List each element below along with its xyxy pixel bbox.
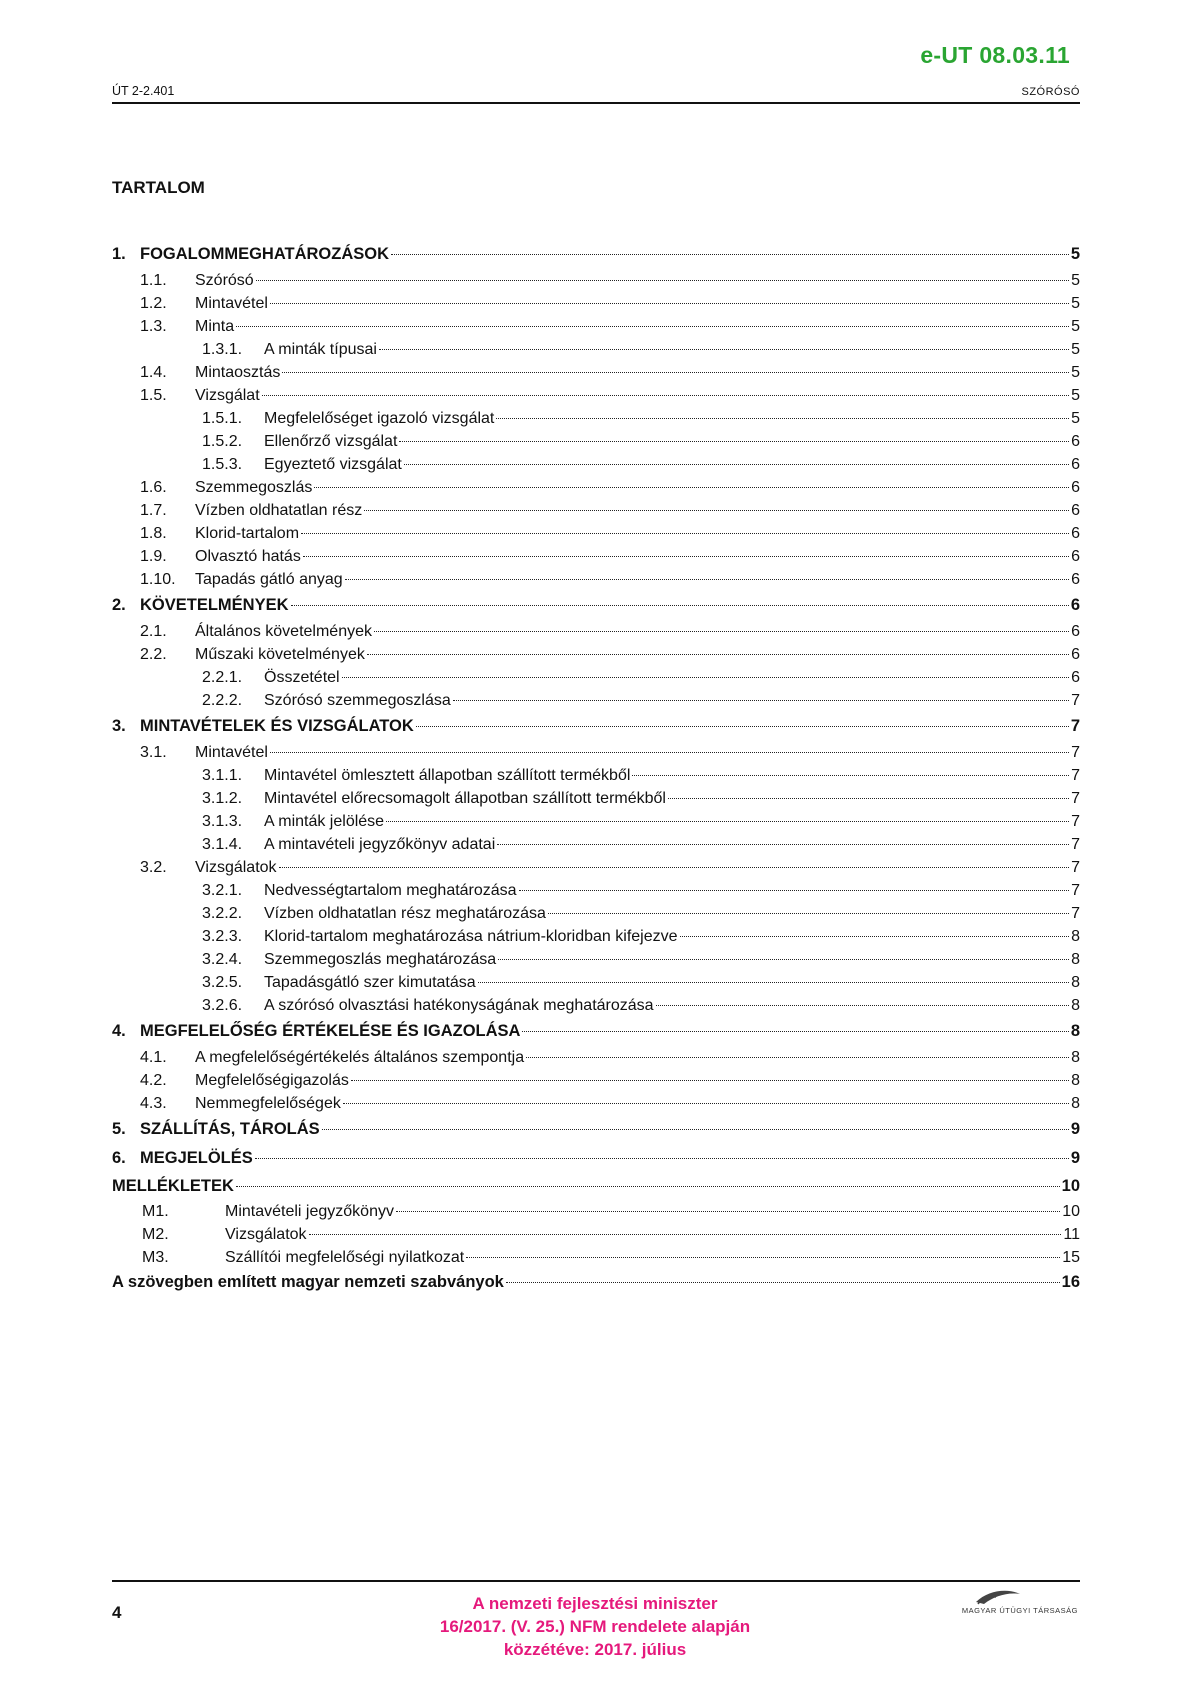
dot-leader xyxy=(453,700,1069,701)
toc-entry[interactable] xyxy=(112,568,1080,591)
toc-entry-number: 3.1.4. xyxy=(202,836,243,853)
page-number: 4 xyxy=(112,1603,122,1622)
dot-leader xyxy=(396,1211,1060,1212)
dot-leader xyxy=(548,913,1069,914)
toc-entry-title: Klorid-tartalom xyxy=(195,525,300,542)
toc-entry[interactable] xyxy=(112,384,1080,407)
toc-entry-number: 3.1.3. xyxy=(202,813,243,830)
dot-leader xyxy=(526,1057,1069,1058)
toc-entry[interactable] xyxy=(112,1069,1080,1092)
dot-leader xyxy=(367,654,1069,655)
standard-number: ÚT 2-2.401 xyxy=(112,84,175,98)
toc-entry[interactable] xyxy=(112,712,1080,741)
toc-entry-page: 7 xyxy=(1071,790,1080,807)
toc-entry-title: Szállítói megfelelőségi nyilatkozat xyxy=(225,1249,465,1266)
dot-leader xyxy=(632,775,1069,776)
toc-entry[interactable] xyxy=(112,1269,1080,1296)
toc-entry[interactable] xyxy=(112,361,1080,384)
dot-leader xyxy=(404,464,1069,465)
toc-entry-page: 5 xyxy=(1071,272,1080,289)
toc-entry[interactable] xyxy=(112,453,1080,476)
dot-leader xyxy=(496,418,1069,419)
toc-entry-page: 6 xyxy=(1071,502,1080,519)
toc-entry[interactable] xyxy=(112,1046,1080,1069)
toc-entry-number: 1.10. xyxy=(140,571,176,588)
dot-leader xyxy=(379,349,1069,350)
toc-entry[interactable] xyxy=(112,269,1080,292)
toc-entry-number: 3. xyxy=(112,717,126,735)
dot-leader xyxy=(386,821,1069,822)
toc-entry-page: 8 xyxy=(1071,1072,1080,1089)
toc-entry-title: A minták jelölése xyxy=(264,813,385,830)
toc-entry-number: 2.1. xyxy=(140,623,167,640)
toc-entry-number: M1. xyxy=(142,1203,169,1220)
dot-leader xyxy=(399,441,1069,442)
toc-entry-number: 1.6. xyxy=(140,479,167,496)
toc-entry-title: Mintavétel xyxy=(195,744,268,761)
toc-entry-title: Nemmegfelelőségek xyxy=(195,1095,341,1112)
toc-entry[interactable] xyxy=(112,689,1080,712)
toc-entry[interactable] xyxy=(112,948,1080,971)
footer-rule xyxy=(112,1580,1080,1582)
dot-leader xyxy=(309,1234,1062,1235)
toc-entry-title: MELLÉKLETEK xyxy=(112,1177,234,1195)
toc-entry-title: A megfelelőségértékelés általános szempontja xyxy=(195,1049,525,1066)
toc-entry-page: 6 xyxy=(1071,669,1080,686)
toc-entry-title: MINTAVÉTELEK ÉS VIZSGÁLATOK xyxy=(140,717,414,735)
toc-entry-title: Szórósó szemmegoszlása xyxy=(264,692,451,709)
toc-entry-number: 1.5.1. xyxy=(202,410,243,427)
toc-entry-title: Olvasztó hatás xyxy=(195,548,301,565)
toc-entry-page: 5 xyxy=(1071,387,1080,404)
toc-entry-title: Vízben oldhatatlan rész meghatározása xyxy=(264,905,546,922)
toc-entry[interactable] xyxy=(112,741,1080,764)
toc-entry-title: Megfelelőséget igazoló vizsgálat xyxy=(264,410,495,427)
toc-entry[interactable] xyxy=(112,1246,1080,1269)
document-subject: SZÓRÓSÓ xyxy=(1021,86,1080,98)
toc-entry-title: Mintaosztás xyxy=(195,364,281,381)
toc-entry-page: 6 xyxy=(1071,646,1080,663)
toc-entry-page: 6 xyxy=(1071,623,1080,640)
toc-entry-page: 5 xyxy=(1071,364,1080,381)
dot-leader xyxy=(498,959,1069,960)
toc-entry-number: 1.7. xyxy=(140,502,167,519)
toc-entry-page: 6 xyxy=(1071,571,1080,588)
toc-entry[interactable] xyxy=(112,1092,1080,1115)
toc-entry[interactable] xyxy=(112,1115,1080,1144)
dot-leader xyxy=(343,1103,1069,1104)
toc-entry-number: 3.2.1. xyxy=(202,882,243,899)
toc-entry-page: 8 xyxy=(1071,974,1080,991)
toc-entry[interactable] xyxy=(112,591,1080,620)
toc-entry-page: 7 xyxy=(1071,836,1080,853)
toc-entry-number: 1.3. xyxy=(140,318,167,335)
toc-entry[interactable] xyxy=(112,879,1080,902)
toc-entry-title: A mintavételi jegyzőkönyv adatai xyxy=(264,836,496,853)
toc-entry-title: Egyeztető vizsgálat xyxy=(264,456,402,473)
toc-entry-number: 3.1. xyxy=(140,744,167,761)
dot-leader xyxy=(668,798,1069,799)
toc-entry-title: A szórósó olvasztási hatékonyságának meghatározása xyxy=(264,997,654,1014)
toc-entry[interactable] xyxy=(112,1200,1080,1223)
dot-leader xyxy=(466,1257,1060,1258)
toc-entry-title: KÖVETELMÉNYEK xyxy=(140,596,289,614)
toc-entry-page: 5 xyxy=(1071,341,1080,358)
toc-entry-title: Nedvességtartalom meghatározása xyxy=(264,882,517,899)
toc-entry[interactable] xyxy=(112,476,1080,499)
toc-entry-title: SZÁLLÍTÁS, TÁROLÁS xyxy=(140,1120,320,1138)
dot-leader xyxy=(322,1129,1069,1130)
toc-entry-title: Minta xyxy=(195,318,235,335)
toc-entry-page: 8 xyxy=(1071,1095,1080,1112)
toc-entry[interactable] xyxy=(112,1173,1080,1200)
toc-entry-number: 5. xyxy=(112,1120,126,1138)
table-of-contents xyxy=(112,240,1080,1296)
toc-entry-title: FOGALOMMEGHATÁROZÁSOK xyxy=(140,245,390,263)
toc-entry-title: MEGFELELŐSÉG ÉRTÉKELÉSE ÉS IGAZOLÁSA xyxy=(140,1022,521,1040)
toc-entry-number: 2.2.2. xyxy=(202,692,243,709)
page-header xyxy=(112,84,1080,104)
toc-entry-number: 1. xyxy=(112,245,126,263)
dot-leader xyxy=(314,487,1069,488)
toc-entry-number: 2. xyxy=(112,596,126,614)
toc-entry[interactable] xyxy=(112,925,1080,948)
dot-leader xyxy=(416,726,1069,727)
toc-entry-number: 1.5.2. xyxy=(202,433,243,450)
toc-entry-number: M2. xyxy=(142,1226,169,1243)
toc-entry-page: 7 xyxy=(1071,692,1080,709)
toc-entry[interactable] xyxy=(112,994,1080,1017)
toc-entry[interactable] xyxy=(112,338,1080,361)
dot-leader xyxy=(291,605,1069,606)
toc-entry-page: 5 xyxy=(1071,410,1080,427)
toc-entry-title: Mintavétel xyxy=(195,295,268,312)
toc-entry[interactable] xyxy=(112,856,1080,879)
toc-entry[interactable] xyxy=(112,240,1080,269)
toc-entry[interactable] xyxy=(112,1017,1080,1046)
dot-leader xyxy=(256,280,1069,281)
toc-entry[interactable] xyxy=(112,764,1080,787)
publication-line: 16/2017. (V. 25.) NFM rendelete alapján xyxy=(439,1617,751,1636)
toc-entry-page: 5 xyxy=(1070,245,1080,263)
toc-entry-page: 8 xyxy=(1071,997,1080,1014)
toc-entry-page: 6 xyxy=(1071,456,1080,473)
toc-entry-title: Vizsgálatok xyxy=(225,1226,307,1243)
toc-entry-title: Tapadásgátló szer kimutatása xyxy=(264,974,476,991)
publication-line: A nemzeti fejlesztési miniszter xyxy=(472,1594,718,1613)
toc-entry-page: 5 xyxy=(1071,295,1080,312)
toc-entry[interactable] xyxy=(112,545,1080,568)
toc-entry-title: Vizsgálat xyxy=(195,387,260,404)
toc-entry[interactable] xyxy=(112,1223,1080,1246)
toc-entry-title: Megfelelőségigazolás xyxy=(195,1072,349,1089)
toc-entry-number: 1.1. xyxy=(140,272,167,289)
toc-entry-number: 2.2.1. xyxy=(202,669,243,686)
toc-entry-number: 2.2. xyxy=(140,646,167,663)
toc-entry-title: Mintavétel előrecsomagolt állapotban szállított termékből xyxy=(264,790,666,807)
toc-entry-page: 9 xyxy=(1070,1149,1080,1167)
toc-entry-number: 1.5. xyxy=(140,387,167,404)
dot-leader xyxy=(282,372,1069,373)
toc-entry-title: Ellenőrző vizsgálat xyxy=(264,433,398,450)
toc-entry-page: 10 xyxy=(1061,1177,1080,1195)
dot-leader xyxy=(301,533,1069,534)
toc-entry[interactable] xyxy=(112,407,1080,430)
toc-entry[interactable] xyxy=(112,315,1080,338)
toc-entry-number: 4.2. xyxy=(140,1072,167,1089)
toc-entry[interactable] xyxy=(112,292,1080,315)
toc-entry[interactable] xyxy=(112,833,1080,856)
dot-leader xyxy=(255,1158,1069,1159)
dot-leader xyxy=(342,677,1070,678)
toc-entry-page: 11 xyxy=(1063,1226,1080,1243)
toc-entry-title: Vizsgálatok xyxy=(195,859,277,876)
toc-entry-page: 6 xyxy=(1070,596,1080,614)
toc-entry[interactable] xyxy=(112,522,1080,545)
toc-entry-title: Szórósó xyxy=(195,272,254,289)
toc-entry[interactable] xyxy=(112,787,1080,810)
dot-leader xyxy=(279,867,1070,868)
toc-entry-page: 6 xyxy=(1071,525,1080,542)
toc-entry[interactable] xyxy=(112,810,1080,833)
toc-entry-page: 7 xyxy=(1070,717,1080,735)
toc-entry-page: 10 xyxy=(1062,1203,1080,1220)
toc-entry-title: A szövegben említett magyar nemzeti szabványok xyxy=(112,1273,504,1291)
toc-entry[interactable] xyxy=(112,620,1080,643)
dot-leader xyxy=(270,752,1069,753)
toc-entry-number: M3. xyxy=(142,1249,169,1266)
toc-entry-number: 3.2.5. xyxy=(202,974,243,991)
toc-entry[interactable] xyxy=(112,902,1080,925)
toc-entry-title: Mintavétel ömlesztett állapotban szállított termékből xyxy=(264,767,631,784)
toc-entry[interactable] xyxy=(112,666,1080,689)
publication-line: közzétéve: 2017. július xyxy=(503,1640,687,1659)
dot-leader xyxy=(236,326,1069,327)
toc-entry-number: 4. xyxy=(112,1022,126,1040)
toc-entry-number: 1.4. xyxy=(140,364,167,381)
toc-entry[interactable] xyxy=(112,971,1080,994)
toc-entry-page: 5 xyxy=(1071,318,1080,335)
dot-leader xyxy=(303,556,1069,557)
dot-leader xyxy=(478,982,1069,983)
toc-entry-title: Műszaki követelmények xyxy=(195,646,365,663)
toc-entry-title: Mintavételi jegyzőkönyv xyxy=(225,1203,394,1220)
dot-leader xyxy=(391,254,1069,255)
toc-entry-number: 6. xyxy=(112,1149,126,1167)
toc-entry-title: A minták típusai xyxy=(264,341,377,358)
toc-entry-number: 3.2.6. xyxy=(202,997,243,1014)
toc-entry-page: 6 xyxy=(1071,479,1080,496)
toc-entry-title: Klorid-tartalom meghatározása nátrium-kloridban kifejezve xyxy=(264,928,678,945)
toc-entry-page: 7 xyxy=(1071,882,1080,899)
dot-leader xyxy=(345,579,1069,580)
toc-heading: TARTALOM xyxy=(112,178,205,197)
dot-leader xyxy=(374,631,1069,632)
toc-entry-page: 8 xyxy=(1071,928,1080,945)
publisher-name: MAGYAR ÚTÜGYI TÁRSASÁG xyxy=(961,1606,1078,1615)
toc-entry-number: 3.1.1. xyxy=(202,767,243,784)
dot-leader xyxy=(506,1282,1060,1283)
toc-entry-number: 1.9. xyxy=(140,548,167,565)
toc-entry-title: Szemmegoszlás xyxy=(195,479,313,496)
toc-entry-title: Vízben oldhatatlan rész xyxy=(195,502,363,519)
toc-entry-number: 1.2. xyxy=(140,295,167,312)
toc-entry-page: 15 xyxy=(1062,1249,1080,1266)
dot-leader xyxy=(351,1080,1069,1081)
toc-entry-number: 3.2.3. xyxy=(202,928,243,945)
toc-entry-page: 6 xyxy=(1071,433,1080,450)
dot-leader xyxy=(262,395,1069,396)
toc-entry-page: 6 xyxy=(1071,548,1080,565)
toc-entry[interactable] xyxy=(112,643,1080,666)
toc-entry-page: 8 xyxy=(1071,951,1080,968)
toc-entry-title: Tapadás gátló anyag xyxy=(195,571,343,588)
dot-leader xyxy=(236,1186,1060,1187)
toc-entry-number: 3.1.2. xyxy=(202,790,243,807)
toc-entry-page: 8 xyxy=(1070,1022,1080,1040)
toc-entry-title: Szemmegoszlás meghatározása xyxy=(264,951,497,968)
toc-entry-number: 1.8. xyxy=(140,525,167,542)
toc-entry-title: Összetétel xyxy=(264,669,340,686)
dot-leader xyxy=(656,1005,1070,1006)
toc-entry-page: 7 xyxy=(1071,905,1080,922)
dot-leader xyxy=(522,1031,1068,1032)
toc-entry-title: MEGJELÖLÉS xyxy=(140,1149,253,1167)
toc-entry-page: 16 xyxy=(1061,1273,1080,1291)
dot-leader xyxy=(497,844,1069,845)
dot-leader xyxy=(364,510,1069,511)
toc-entry[interactable] xyxy=(112,430,1080,453)
toc-entry-number: 3.2.2. xyxy=(202,905,243,922)
toc-entry-number: 1.5.3. xyxy=(202,456,243,473)
toc-entry-title: Általános követelmények xyxy=(195,623,372,640)
toc-entry-page: 9 xyxy=(1070,1120,1080,1138)
dot-leader xyxy=(680,936,1070,937)
toc-entry-page: 7 xyxy=(1071,813,1080,830)
toc-entry-number: 4.3. xyxy=(140,1095,167,1112)
toc-entry[interactable] xyxy=(112,1144,1080,1173)
toc-entry-number: 3.2.4. xyxy=(202,951,243,968)
toc-entry-number: 1.3.1. xyxy=(202,341,243,358)
toc-entry-page: 8 xyxy=(1071,1049,1080,1066)
dot-leader xyxy=(270,303,1069,304)
dot-leader xyxy=(519,890,1070,891)
toc-entry-page: 7 xyxy=(1071,767,1080,784)
toc-entry[interactable] xyxy=(112,499,1080,522)
toc-entry-number: 4.1. xyxy=(140,1049,167,1066)
document-code: e-UT 08.03.11 xyxy=(920,42,1070,68)
toc-entry-page: 7 xyxy=(1071,744,1080,761)
toc-entry-number: 3.2. xyxy=(140,859,167,876)
toc-entry-page: 7 xyxy=(1071,859,1080,876)
